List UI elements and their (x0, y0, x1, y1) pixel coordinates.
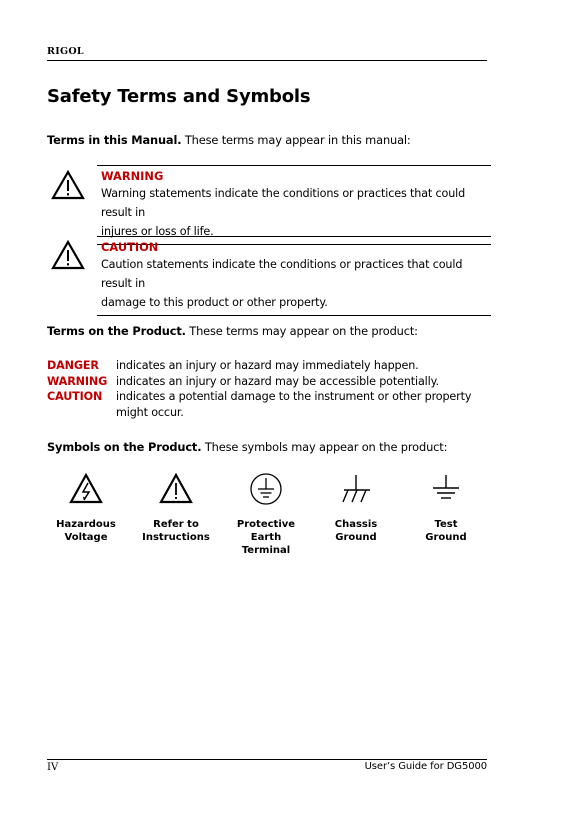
symbol-label-line2: Ground (425, 532, 467, 543)
caution-callout-line2: damage to this product or other property. (101, 296, 328, 309)
symbol-label-line1: Refer to (153, 519, 199, 530)
warning-callout-body (101, 184, 487, 241)
symbol-refer-to-instructions (131, 472, 221, 544)
term-desc: indicates a potential damage to the instrument or other property might occur. (116, 390, 472, 419)
symbol-label-line1: Chassis (334, 519, 378, 530)
product-symbols-text: These symbols may appear on the product: (201, 440, 448, 454)
term-desc: indicates an injury or hazard may be accessible potentially. (116, 374, 439, 388)
caution-callout-line1: Caution statements indicate the conditions or practices that could result in (101, 258, 463, 290)
page-title: Safety Terms and Symbols (47, 86, 311, 107)
symbol-label (401, 518, 491, 544)
symbol-protective-earth (221, 472, 311, 557)
symbol-label-line2: Voltage (64, 532, 108, 543)
warning-callout (97, 165, 491, 245)
warning-callout-title: WARNING (101, 169, 164, 183)
caution-callout-title: CAUTION (101, 240, 159, 254)
warning-callout-line1: Warning statements indicate the conditions or practices that could result in (101, 187, 466, 219)
term-word: CAUTION (47, 390, 103, 403)
manual-terms-intro (47, 133, 411, 147)
product-symbols-intro (47, 440, 447, 454)
test-ground-icon (428, 472, 464, 506)
guide-title: User’s Guide for DG5000 (364, 761, 487, 772)
symbol-label (311, 518, 401, 544)
term-row-danger (47, 358, 487, 374)
symbol-hazardous-voltage (41, 472, 131, 544)
symbol-label (221, 518, 311, 557)
symbol-test-ground (401, 472, 491, 544)
product-symbols-lead: Symbols on the Product. (47, 440, 202, 454)
chassis-ground-icon (338, 472, 374, 506)
term-row-caution (47, 389, 487, 420)
symbol-label (41, 518, 131, 544)
symbol-label-line2: Instructions (142, 532, 210, 543)
term-word: DANGER (47, 359, 99, 372)
term-row-warning (47, 374, 487, 390)
header-brand: RIGOL (47, 46, 84, 57)
refer-to-instructions-icon (158, 472, 194, 506)
protective-earth-icon (248, 472, 284, 506)
header-rule (47, 60, 487, 61)
warning-triangle-icon (51, 240, 85, 271)
symbol-label-line1: Hazardous (56, 519, 116, 530)
warning-triangle-icon (51, 170, 85, 201)
term-desc: indicates an injury or hazard may immediately happen. (116, 359, 419, 372)
product-terms-lead: Terms on the Product. (47, 324, 186, 338)
warning-callout-line2: injures or loss of life. (101, 225, 214, 238)
product-terms-text: These terms may appear on the product: (185, 324, 418, 338)
caution-callout-body (101, 255, 487, 312)
hazardous-voltage-icon (68, 472, 104, 506)
symbol-label-line2: Ground (335, 532, 377, 543)
product-symbols-row (47, 472, 487, 567)
symbol-label-line3: Terminal (241, 545, 291, 556)
manual-terms-lead: Terms in this Manual. (47, 133, 182, 147)
symbol-chassis-ground (311, 472, 401, 544)
symbol-label-line1: Protective (236, 519, 296, 530)
symbol-label-line1: Test (434, 519, 458, 530)
page-number: IV (47, 762, 59, 773)
manual-terms-text: These terms may appear in this manual: (181, 133, 411, 147)
term-word: WARNING (47, 374, 108, 388)
symbol-label (131, 518, 221, 544)
caution-callout (97, 236, 491, 316)
product-terms-intro (47, 324, 418, 338)
product-terms-list (47, 358, 487, 420)
footer-rule (47, 759, 487, 760)
symbol-label-line2: Earth (250, 532, 282, 543)
